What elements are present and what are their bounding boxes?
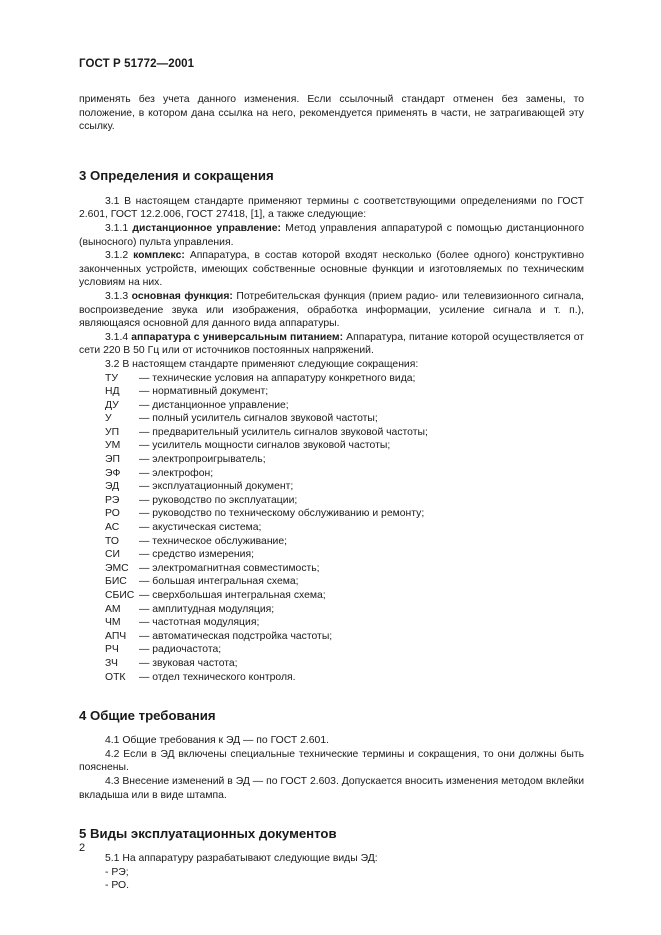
abbreviation-row bbox=[79, 426, 584, 440]
abbreviation-description: — технические условия на аппаратуру конкретного вида; bbox=[139, 372, 416, 384]
paragraph-3-2: 3.2 В настоящем стандарте применяют следующие сокращения: bbox=[105, 358, 419, 370]
abbreviation-row bbox=[79, 562, 584, 576]
abbreviation-description: — отдел технического контроля. bbox=[139, 671, 296, 683]
abbreviation-description: — руководство по техническому обслуживанию и ремонту; bbox=[139, 508, 425, 520]
abbreviation-row bbox=[79, 575, 584, 589]
paragraph-3-1-4 bbox=[79, 331, 584, 358]
abbreviation-code: ЭМС bbox=[105, 562, 129, 574]
abbreviation-description: — электрофон; bbox=[139, 467, 214, 479]
abbreviation-description: — нормативный документ; bbox=[139, 386, 269, 398]
list-item: - РО. bbox=[105, 880, 130, 892]
abbreviation-code: ЭД bbox=[105, 481, 120, 493]
intro-paragraph: применять без учета данного изменения. Если ссылочный стандарт отменен без замены, то положение, в котором дана ссылка на него, рекомендуется применять в части, не затрагивающей эту ссылку. bbox=[79, 94, 584, 133]
abbreviation-row bbox=[79, 453, 584, 467]
paragraph-3-1-1 bbox=[79, 222, 584, 249]
abbreviation-description: — дистанционное управление; bbox=[139, 399, 289, 411]
abbreviation-description: — руководство по эксплуатации; bbox=[139, 494, 298, 506]
abbreviation-code: РЭ bbox=[105, 494, 120, 506]
abbreviation-row bbox=[79, 643, 584, 657]
page-number: 2 bbox=[79, 842, 86, 854]
abbreviation-description: — полный усилитель сигналов звуковой частоты; bbox=[139, 413, 378, 425]
abbreviation-description: — предварительный усилитель сигналов звуковой частоты; bbox=[139, 426, 428, 438]
term-universal-power: аппаратура с универсальным питанием: bbox=[131, 331, 344, 343]
abbreviation-row bbox=[79, 630, 584, 644]
term-complex: комплекс: bbox=[133, 250, 185, 262]
paragraph-3-1-3 bbox=[79, 290, 584, 331]
abbreviation-code: УП bbox=[105, 426, 120, 438]
abbreviation-row bbox=[79, 507, 584, 521]
paragraph-3-1-2 bbox=[79, 249, 584, 290]
section-5-title: 5 Виды эксплуатационных документов bbox=[79, 826, 337, 842]
abbreviation-code: БИС bbox=[105, 576, 127, 588]
abbreviation-code: ЭФ bbox=[105, 467, 121, 479]
abbreviation-code: ОТК bbox=[105, 671, 126, 683]
abbreviation-code: НД bbox=[105, 386, 120, 398]
abbreviation-code: РЧ bbox=[105, 644, 119, 656]
definition-remote-control: Метод управления аппаратурой с помощью дистанционного (выносного) пульта управления. bbox=[79, 222, 584, 248]
paragraph-3-1-4-number: 3.1.4 bbox=[105, 331, 129, 343]
abbreviation-code: ЭП bbox=[105, 454, 120, 466]
abbreviation-row bbox=[79, 385, 584, 399]
abbreviation-code: АМ bbox=[105, 603, 121, 615]
term-remote-control: дистанционное управление: bbox=[132, 222, 281, 234]
abbreviation-description: — амплитудная модуляция; bbox=[139, 603, 275, 615]
abbreviation-description: — звуковая частота; bbox=[139, 657, 238, 669]
abbreviation-row bbox=[79, 521, 584, 535]
abbreviation-row bbox=[79, 671, 584, 685]
abbreviation-row bbox=[79, 603, 584, 617]
paragraph-4-3: 4.3 Внесение изменений в ЭД — по ГОСТ 2.603. Допускается вносить изменения методом вклейки вкладыша или в виде штампа. bbox=[79, 775, 584, 801]
abbreviation-code: РО bbox=[105, 508, 120, 520]
abbreviation-code: СБИС bbox=[105, 590, 135, 601]
abbreviation-code: ТО bbox=[105, 535, 119, 547]
abbreviation-row bbox=[79, 372, 584, 386]
paragraph-3-1: 3.1 В настоящем стандарте применяют термины с соответствующими определениями по ГОСТ 2.601, ГОСТ 12.2.006, ГОСТ 27418, [1], а также следующие: bbox=[79, 195, 584, 221]
abbreviation-list bbox=[79, 372, 584, 685]
abbreviation-row bbox=[79, 535, 584, 549]
page-content bbox=[79, 93, 584, 893]
paragraph-3-1-3-number: 3.1.3 bbox=[105, 290, 129, 302]
definition-complex: Аппаратура, в состав которой входят несколько (более одного) конструктивно законченных устройств, имеющих собственные основные функции и изготовляемых по техническим условиям на них. bbox=[79, 250, 584, 289]
abbreviation-row bbox=[79, 412, 584, 426]
abbreviation-description: — частотная модуляция; bbox=[139, 617, 260, 629]
abbreviation-description: — усилитель мощности сигналов звуковой частоты; bbox=[139, 440, 391, 452]
abbreviation-row bbox=[79, 399, 584, 413]
abbreviation-code: СИ bbox=[105, 549, 120, 561]
abbreviation-code: АС bbox=[105, 522, 120, 534]
paragraph-4-1: 4.1 Общие требования к ЭД — по ГОСТ 2.601. bbox=[105, 735, 330, 747]
section-4-title: 4 Общие требования bbox=[79, 708, 216, 724]
abbreviation-description: — автоматическая подстройка частоты; bbox=[139, 630, 333, 642]
definition-universal-power: Аппаратура, питание которой осуществляется от сети 220 В 50 Гц или от источников постоянных напряжений. bbox=[79, 331, 585, 357]
abbreviation-description: — сверхбольшая интегральная схема; bbox=[139, 590, 326, 601]
standard-header: ГОСТ Р 51772—2001 bbox=[79, 58, 195, 70]
abbreviation-code: УМ bbox=[105, 440, 121, 452]
document-types-list bbox=[79, 866, 584, 893]
abbreviation-row bbox=[79, 439, 584, 453]
definition-main-function: Потребительская функция (прием радио- или телевизионного сигнала, воспроизведение звука или изображения, обработка информации, усиление сигнала и т. п.), являющаяся основной для данного вида аппаратуры. bbox=[79, 290, 584, 330]
term-main-function: основная функция: bbox=[131, 290, 233, 302]
abbreviation-description: — электропроигрыватель; bbox=[139, 454, 266, 466]
list-item: - РЭ; bbox=[105, 866, 129, 878]
abbreviation-row bbox=[79, 589, 584, 603]
paragraph-3-1-1-number: 3.1.1 bbox=[105, 222, 129, 234]
abbreviation-code: АПЧ bbox=[105, 630, 127, 642]
abbreviation-row bbox=[79, 548, 584, 562]
abbreviation-code: ТУ bbox=[105, 372, 118, 384]
abbreviation-description: — электромагнитная совместимость; bbox=[139, 562, 320, 574]
abbreviation-code: У bbox=[105, 413, 112, 425]
abbreviation-description: — техническое обслуживание; bbox=[139, 535, 288, 547]
paragraph-3-1-2-number: 3.1.2 bbox=[105, 250, 129, 262]
abbreviation-description: — эксплуатационный документ; bbox=[139, 481, 294, 493]
abbreviation-description: — радиочастота; bbox=[139, 644, 222, 656]
abbreviation-row bbox=[79, 494, 584, 508]
abbreviation-row bbox=[79, 616, 584, 630]
paragraph-5-1: 5.1 На аппаратуру разрабатывают следующие виды ЭД: bbox=[105, 853, 378, 865]
abbreviation-description: — большая интегральная схема; bbox=[139, 576, 299, 588]
abbreviation-description: — акустическая система; bbox=[139, 522, 262, 534]
section-3-title: 3 Определения и сокращения bbox=[79, 167, 274, 183]
abbreviation-code: ЧМ bbox=[105, 617, 121, 629]
abbreviation-code: ДУ bbox=[105, 399, 119, 411]
paragraph-4-2: 4.2 Если в ЭД включены специальные технические термины и сокращения, то они должны быть пояснены. bbox=[79, 748, 584, 774]
abbreviation-row bbox=[79, 657, 584, 671]
abbreviation-row bbox=[79, 467, 584, 481]
abbreviation-code: ЗЧ bbox=[105, 657, 118, 669]
abbreviation-row bbox=[79, 480, 584, 494]
abbreviation-description: — средство измерения; bbox=[139, 549, 254, 561]
